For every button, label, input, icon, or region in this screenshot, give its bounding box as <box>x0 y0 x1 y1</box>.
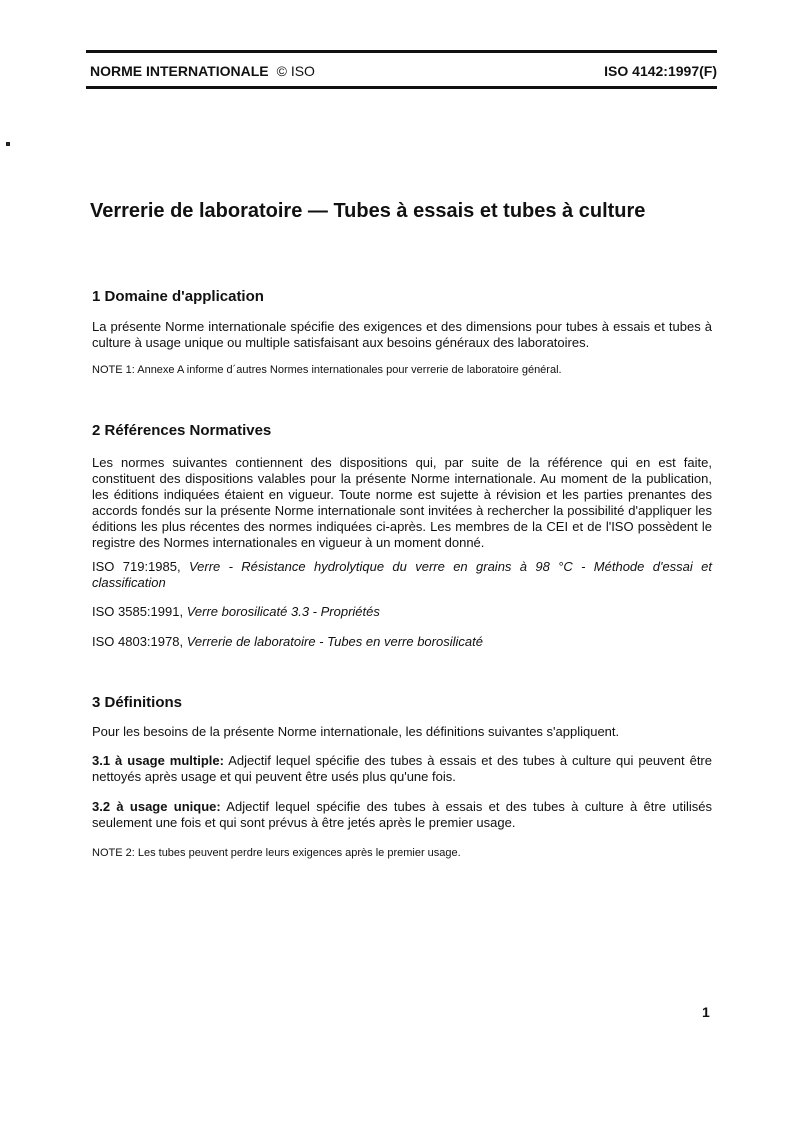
reference-title: Verre - Résistance hydrolytique du verre en grains à 98 °C - Méthode d'essai et classification <box>92 559 712 590</box>
definition-text: Adjectif lequel spécifie des tubes à essais et des tubes à culture à être utilisés seulement une fois et qui sont prévus à être jetés après le premier usage. <box>92 799 712 830</box>
section-1-note: NOTE 1: Annexe A informe d´autres Normes internationales pour verrerie de laboratoire général. <box>92 364 562 376</box>
header-standard-number: ISO 4142:1997(F) <box>604 63 717 79</box>
definition-3-1 <box>92 753 712 785</box>
section-2-heading: 2 Références Normatives <box>92 422 272 439</box>
reference-item-3 <box>92 634 712 650</box>
definition-3-2 <box>92 799 712 831</box>
reference-item-1 <box>92 559 712 591</box>
reference-item-2 <box>92 604 712 620</box>
header-copyright: © ISO <box>276 63 315 79</box>
section-1-paragraph: La présente Norme internationale spécifie des exigences et des dimensions pour tubes à essais et tubes à culture à usage unique ou multiple satisfaisant aux besoins généraux des laboratoires. <box>92 319 712 350</box>
reference-title: Verrerie de laboratoire - Tubes en verre borosilicaté <box>186 634 483 649</box>
document-title: Verrerie de laboratoire — Tubes à essais et tubes à culture <box>90 200 646 222</box>
header-top-rule <box>86 50 717 53</box>
section-3-note: NOTE 2: Les tubes peuvent perdre leurs exigences après le premier usage. <box>92 847 461 859</box>
reference-title: Verre borosilicaté 3.3 - Propriétés <box>186 604 380 619</box>
definition-term: 3.1 à usage multiple: <box>92 753 224 768</box>
section-2-paragraph: Les normes suivantes contiennent des dispositions qui, par suite de la référence qui en est faite, constituent des dispositions valables pour la présente Norme internationale. Au moment de la publication, les éditions indiquées étaient en vigueur. Toute norme est sujette à révision et les parties prenantes des accords fondés sur la présente Norme internationale sont invitées à rechercher la possibilité d'appliquer les éditions les plus récentes des normes indiquées ci-après. Les membres de la CEI et de l'ISO possèdent le registre des Normes internationales en vigueur à un moment donné. <box>92 455 712 550</box>
margin-mark <box>6 142 10 146</box>
page-number: 1 <box>702 1004 710 1020</box>
reference-code: ISO 3585:1991, <box>92 604 184 619</box>
definition-text: Adjectif lequel spécifie des tubes à essais et des tubes à culture qui peuvent être nettoyés après usage et qui peuvent être usés plus qu'une fois. <box>92 753 712 784</box>
section-3-heading: 3 Définitions <box>92 694 183 711</box>
section-3-intro: Pour les besoins de la présente Norme internationale, les définitions suivantes s'appliquent. <box>92 724 620 739</box>
section-1-heading: 1 Domaine d'application <box>92 288 264 305</box>
header-left-group <box>90 63 315 79</box>
reference-code: ISO 719:1985, <box>92 559 181 574</box>
header-bottom-rule <box>86 86 717 89</box>
definition-term: 3.2 à usage unique: <box>92 799 221 814</box>
page-header <box>90 63 717 79</box>
reference-code: ISO 4803:1978, <box>92 634 184 649</box>
header-standard-type: NORME INTERNATIONALE <box>90 63 269 79</box>
